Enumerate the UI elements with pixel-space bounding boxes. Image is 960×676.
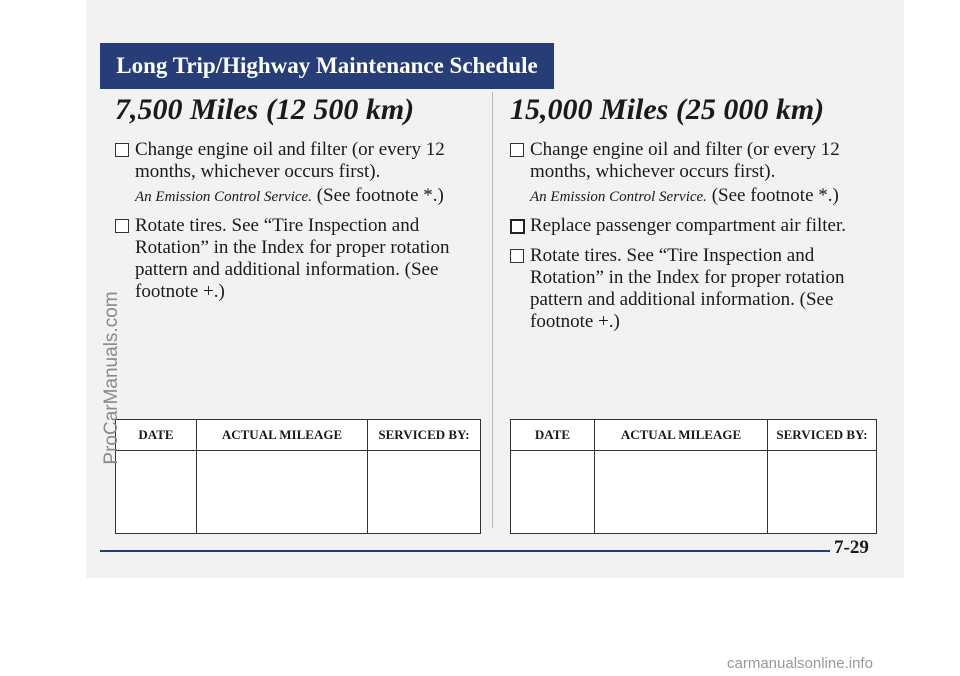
- side-watermark: ProCarManuals.com: [101, 291, 122, 465]
- checkbox-icon[interactable]: [115, 143, 129, 157]
- mileage-cell[interactable]: [595, 451, 768, 534]
- service-log-left: [115, 419, 481, 534]
- page-number: 7-29: [834, 537, 869, 558]
- checklist-item: [510, 245, 870, 333]
- checklist-item: [115, 215, 470, 303]
- date-cell[interactable]: [511, 451, 595, 534]
- item-text: Replace passenger compartment air filter.: [530, 215, 847, 236]
- checkbox-icon[interactable]: [510, 249, 524, 263]
- mileage-cell[interactable]: [197, 451, 368, 534]
- checklist-item: [510, 139, 860, 183]
- emission-note: [115, 184, 485, 209]
- date-cell[interactable]: [116, 451, 197, 534]
- item-text: Rotate tires. See “Tire Inspection and Rotation” in the Index for proper rotation pattern and additional information. (See footnote +.): [530, 245, 845, 332]
- checklist-item: [115, 139, 465, 183]
- column-divider: [492, 92, 493, 528]
- col-header-serviced-by: SERVICED BY:: [368, 420, 481, 451]
- footer-rule: [100, 550, 830, 552]
- footnote-ref: (See footnote *.): [711, 185, 839, 206]
- serviced-by-cell[interactable]: [368, 451, 481, 534]
- section-banner: Long Trip/Highway Maintenance Schedule: [100, 43, 554, 89]
- item-text: Change engine oil and filter (or every 12 months, whichever occurs first).: [135, 139, 445, 182]
- col-header-date: DATE: [116, 420, 197, 451]
- footnote-ref: (See footnote *.): [316, 185, 444, 206]
- col-header-date: DATE: [511, 420, 595, 451]
- checkbox-icon[interactable]: [510, 143, 524, 157]
- checkbox-icon[interactable]: [510, 219, 525, 234]
- emission-label: An Emission Control Service.: [135, 189, 312, 205]
- col-header-mileage: ACTUAL MILEAGE: [197, 420, 368, 451]
- emission-note: [510, 184, 880, 209]
- interval-heading-right: 15,000 Miles (25 000 km): [510, 93, 825, 126]
- item-text: Rotate tires. See “Tire Inspection and Rotation” in the Index for proper rotation pattern and additional information. (See footnote +.): [135, 215, 450, 302]
- emission-label: An Emission Control Service.: [530, 189, 707, 205]
- col-header-mileage: ACTUAL MILEAGE: [595, 420, 768, 451]
- col-header-serviced-by: SERVICED BY:: [768, 420, 877, 451]
- right-column: [510, 139, 880, 333]
- service-log-right: [510, 419, 877, 534]
- checkbox-icon[interactable]: [115, 219, 129, 233]
- checklist-item: [510, 215, 890, 237]
- footer-watermark: carmanualsonline.info: [727, 655, 873, 672]
- interval-heading-left: 7,500 Miles (12 500 km): [115, 93, 415, 126]
- serviced-by-cell[interactable]: [768, 451, 877, 534]
- item-text: Change engine oil and filter (or every 12 months, whichever occurs first).: [530, 139, 840, 182]
- left-column: [115, 139, 485, 303]
